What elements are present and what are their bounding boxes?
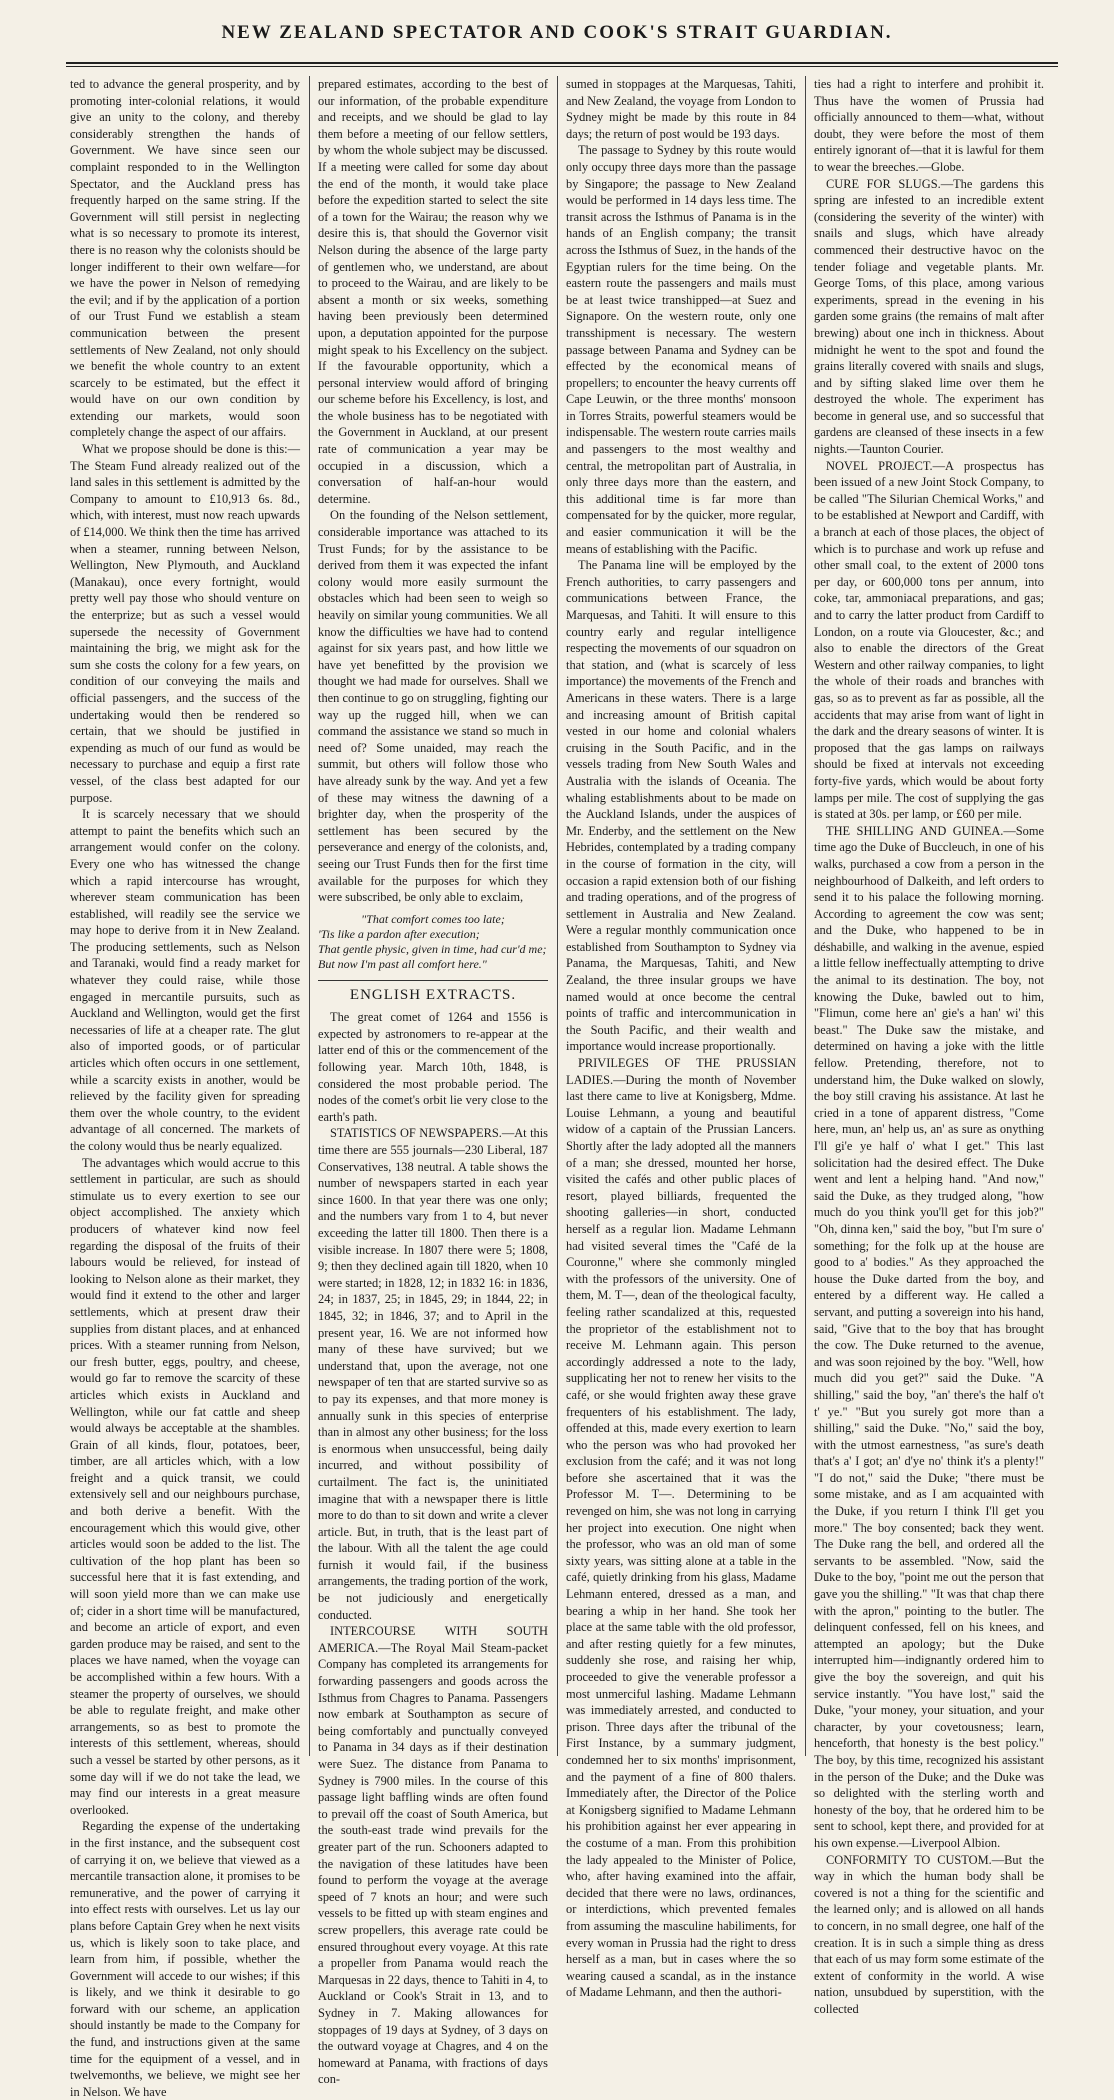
- paragraph: The great comet of 1264 and 1556 is expected by astronomers to re-appear at the latter end of this or the commencement of the following year. March 10th, 1848, is considered the most probable period. The nodes of the comet's orbit lie very close to the earth's path.: [318, 1010, 548, 1124]
- paragraph: Regarding the expense of the undertaking in the first instance, and the subsequent cost of carrying it on, we believe that viewed as a mercantile transaction alone, it promises to be remunerative, and the power of carrying it into effect rests with ourselves. Let us lay our plans before Captain Grey when he next visits us, which is likely soon to take place, and learn from him, if possible, whether the Government will accede to our wishes; if this is likely, and we think it desirable to go forward with our scheme, an application should instantly be made to the Company for the fund, and instructions given at the same time for the equipment of a vessel, and in twelvemonths, we believe, we might see her in Nelson. We have: [70, 1819, 300, 2099]
- column-1: [70, 76, 301, 2099]
- paragraph: INTERCOURSE WITH SOUTH AMERICA.—The Royal Mail Steam-packet Company has completed its arrangements for forwarding passengers and goods across the Isthmus from Chagres to Panama. Passengers now embark at Southampton as secure of being comfortably and punctually conveyed to Panama in 34 days as if their destination were Suez. The distance from Panama to Sydney is 7900 miles. In the course of this passage light baffling winds are often found to prevail off the coast of South America, but the south-east trade wind prevails for the greater part of the run. Schooners adapted to the navigation of these latitudes have been found to perform the voyage at the average speed of 7 knots an hour; and were such vessels to be fitted up with steam engines and screw propellers, this average rate could be ensured throughout every voyage. At this rate a propeller from Panama would reach the Marquesas in 22 days, thence to Tahiti in 4, to Auckland or Cook's Strait in 13, and to Sydney in 7. Making allowances for stoppages of 19 days at Sydney, of 3 days on the outward voyage at Chagres, and 4 on the homeward at Panama, with fractions of days con-: [318, 1624, 548, 2087]
- paragraph: It is scarcely necessary that we should attempt to paint the benefits which such an arrangement would confer on the colony. Every one who has witnessed the change which a rapid intercourse has wrought, wherever steam communication has been established, will readily see the service we may hope to derive from it in New Zealand. The producing settlements, such as Nelson and Taranaki, would find a ready market for whatever they could raise, while those engaged in mercantile pursuits, such as Auckland and Wellington, would get the first necessaries of life at a cheaper rate. The glut also of imported goods, or of particular articles which often occurs in one settlement, while a scarcity exists in another, would be relieved by the facility given for spreading them over the whole country, to the evident advantage of all concerned. The markets of the colony would thus be nearly equalized.: [70, 807, 300, 1153]
- masthead-title: NEW ZEALAND SPECTATOR AND COOK'S STRAIT GUARDIAN.: [221, 22, 893, 43]
- paragraph: The passage to Sydney by this route would only occupy three days more than the passage by Singapore; the passage to New Zealand would be performed in 14 days less time. The transit across the Isthmus of Panama is in the hands of an English company; the transit across the Isthmus of Suez, in the hands of the Egyptian rulers for the time being. On the eastern route the passengers and mails must be at least twice transhipped—at Suez and Signapore. On the western route, only one transshipment is necessary. The western passage between Panama and Sydney can be effected by the economical means of propellers; to encounter the heavy currents off Cape Leuwin, or the three months' monsoon in Torres Straits, powerful steamers would be indispensable. The western route carries mails and passengers to the most wealthy and central, the metropolitan part of Australia, in only three days more than the eastern, and this additional time is far more than compensated for by the quicker, more regular, and easier communication it will be the means of establishing with the Pacific.: [566, 143, 796, 556]
- paragraph: CONFORMITY TO CUSTOM.—But the way in which the human body shall be covered is not a thing for the scientific and the learned only; and is allowed on all hands to concern, in no small degree, one half of the creation. It is in such a simple thing as dress that each of us may form some estimate of the extent of conformity in the world. A wise nation, unsubdued by superstition, with the collected: [814, 1852, 1044, 2016]
- masthead-rule: [66, 62, 1058, 64]
- section-heading: ENGLISH EXTRACTS.: [318, 980, 548, 1004]
- paragraph: On the founding of the Nelson settlement, considerable importance was attached to its Trust Funds; for by the assistance to be derived from them it was expected the infant colony would more easily surmount the obstacles which had been seen to weigh so heavily on similar young communities. We all know the difficulties we have had to contend against for six years past, and how little we have yet benefitted by the provision we thought we had made for ourselves. Shall we then continue to go on struggling, fighting our way up the rugged hill, when we can command the assistance we stand so much in need of? Some unaided, may reach the summit, but others will follow those who have already sunk by the way. And yet a few of these may witness the dawning of a brighter day, when the prosperity of the settlement has been secured by the perseverance and energy of the colonists, and, seeing our Trust Funds then for the first time available for the purposes for which they were subscribed, be only able to exclaim,: [318, 508, 548, 905]
- column-4: [814, 76, 1044, 2016]
- column-divider: [805, 76, 806, 1756]
- verse-line: 'Tis like a pardon after execution;: [318, 926, 480, 941]
- column-2: [318, 76, 548, 2087]
- paragraph: PRIVILEGES OF THE PRUSSIAN LADIES.—During the month of November last there came to live at Konigsberg, Mdme. Louise Lehmann, a young and beautiful widow of a captain of the Prussian Lancers. Shortly after the lady adopted all the manners of a man; she dressed, mounted her horse, visited the cafés and other public places of resort, played billiards, frequented the shooting galleries—in short, conducted herself as a regular lion. Madame Lehmann had visited several times the "Café de la Couronne," where she commonly mingled with the professors of the university. One of them, M. T—, dean of the theological faculty, feeling rather scandalized at this, requested the proprietor of the establishment not to receive M. Lehmann again. This person accordingly addressed a note to the lady, supplicating her not to renew her visits to the café, or she would frighten away these grave frequenters of his establishment. The lady, offended at this, made every exertion to learn who the person was who had provoked her exclusion from the café; and it was not long before she ascertained that it was the Professor M. T—. Determining to be revenged on him, she was not long in carrying her project into execution. One night when the professor, who was an old man of some sixty years, was sitting alone at a table in the café, quietly drinking from his glass, Madame Lehmann entered, dressed as a man, and bearing a whip in her hand. She took her place at the same table with the old professor, and after resting quietly for a few minutes, suddenly she rose, and raising her whip, proceeded to give the venerable professor a most unmerciful lashing. Madame Lehmann was immediately arrested, and conducted to prison. Three days after the tribunal of the First Instance, by a summary judgment, condemned her to six months' imprisonment, and the payment of a fine of 800 thalers. Immediately after, the Director of the Police at Konigsberg signified to Madame Lehmann his prohibition against her ever appearing in the costume of a man. From this prohibition the lady appealed to the Minister of Police, who, after having examined into the affair, decided that there were no laws, ordinances, or interdictions, which prevented females from assuming the masculine habiliments, for every woman in Prussia had the right to dress herself as a man, but in cases where the so wearing caused a scandal, as in the instance of Madame Lehmann, and then the authori-: [566, 1056, 796, 2000]
- paragraph: THE SHILLING AND GUINEA.—Some time ago the Duke of Buccleuch, in one of his walks, purchased a cow from a person in the neighbourhood of Dalkeith, and left orders to send it to his palace the following morning. According to agreement the cow was sent; and the Duke, who happened to be in déshabille, and walking in the avenue, espied a little fellow ineffectually attempting to drive the animal to its destination. The boy, not knowing the Duke, bawled out to him, "Flimun, come here an' gie's a han' wi' this beast." The Duke saw the mistake, and determined on having a joke with the little fellow. Pretending, therefore, not to understand him, the Duke walked on slowly, the boy still craving his assistance. At last he cried in a tone of apparent distress, "Come here, mun, an' help us, an' as sure as onything I'll gi'e ye half o' what I get." This last solicitation had the desired effect. The Duke went and lent a helping hand. "And now," said the Duke, as they trudged along, "how much do you think you'll get for this job?" "Oh, dinna ken," said the boy, "but I'm sure o' something; for the folk up at the house are good to a' bodies." As they approached the house the Duke darted from the boy, and entered by a different way. He called a servant, and putting a sovereign into his hand, said, "Give that to the boy that has brought the cow. The Duke returned to the avenue, and was soon rejoined by the boy. "Well, how much did you get?" said the Duke. "A shilling," said the boy, "an' there's the half o't t' ye." "But you surely got more than a shilling," said the Duke. "No," said the boy, with the utmost earnestness, "as sure's death that's a' I got; an' d'ye no' think it's a plenty!" "I do not," said the Duke; "there must be some mistake, and as I am acquainted with the Duke, if you return I think I'll get you more." The boy consented; back they went. The Duke rang the bell, and ordered all the servants to be assembled. "Now, said the Duke to the boy, "point me out the person that gave you the shilling." "It was that chap there with the apron," pointing to the butler. The delinquent confessed, fell on his knees, and attempted an apology; but the Duke interrupted him—indignantly ordered him to give the boy the sovereign, and quit his service instantly. "You have lost," said the Duke, "your money, your situation, and your character, by your covetousness; learn, henceforth, that honesty is the best policy." The boy, by this time, recognized his assistant in the person of the Duke; and the Duke was so delighted with the sterling worth and honesty of the boy, that he ordered him to be sent to school, kept there, and provided for at his own expense.—Liverpool Albion.: [814, 823, 1044, 1850]
- paragraph: STATISTICS OF NEWSPAPERS.—At this time there are 555 journals—230 Liberal, 187 Conservatives, 138 neutral. A table shows the number of newspapers started in each year since 1600. In that year there was one only; and the numbers vary from 1 to 4, but never exceeding the latter till 1800. Then there is a visible increase. In 1807 there were 5; 1808, 9; then they declined again till 1820, when 10 were started; in 1828, 12; in 1832 16: in 1836, 24; in 1837, 25; in 1845, 29; in 1844, 22; in 1845, 32; in 1846, 37; and to April in the present year, 16. We are not informed how many of these have survived; but we understand that, upon the average, not one newspaper of ten that are started survive so as to pay its expenses, and that more money is annually sunk in this species of enterprise than in almost any other business; for the loss is enormous when unsuccessful, being daily incurred, and without possibility of curtailment. The fact is, the uninitiated imagine that with a newspaper there is little more to do than to sit down and write a clever article. But, in truth, that is the least part of the labour. With all the talent the age could furnish it would fail, if the business arrangements, the trading portion of the work, be not judiciously and energetically conducted.: [318, 1126, 548, 1622]
- verse-line: That gentle physic, given in time, had cur'd me;: [318, 941, 547, 956]
- masthead-rule-thin: [66, 66, 1058, 67]
- column-divider: [557, 76, 558, 1756]
- paragraph: prepared estimates, according to the best of our information, of the probable expenditure and receipts, and we should be glad to lay them before a meeting of our fellow settlers, by whom the whole subject may be discussed. If a meeting were called for some day about the end of the month, it would take place before the expedition started to select the site of a town for the Wairau; the reason why we desire this is, that should the Governor visit Nelson during the absence of the large party of gentlemen who, we understand, are about to proceed to the Wairau, and are likely to be absent a month or six weeks, something having been previously been determined upon, a deputation appointed for the purpose might speak to his Excellency on the subject. If the favourable opportunity, which a personal interview would afford of bringing our scheme before his Excellency, is lost, and the whole business has to be negotiated with the Government in Auckland, at our present rate of communication a year may be occupied in a discussion, which a conversation of half-an-hour would determine.: [318, 77, 548, 506]
- paragraph: CURE FOR SLUGS.—The gardens this spring are infested to an incredible extent (considering the severity of the winter) with snails and slugs, which have already commenced their destructive havoc on the tender foliage and vegetable plants. Mr. George Toms, of this place, among various experiments, spread in the evening in his garden some grains (the remains of malt after brewing) about one inch in thickness. About midnight he went to the spot and found the grains literally covered with snails and slugs, and by sifting slaked lime over them he destroyed the whole. The experiment has become in general use, and so successful that gardens are cleansed of these insects in a few nights.—Taunton Courier.: [814, 176, 1044, 457]
- column-divider: [309, 76, 310, 1756]
- quoted-verse: [318, 912, 548, 972]
- paragraph: NOVEL PROJECT.—A prospectus has been issued of a new Joint Stock Company, to be called "The Silurian Chemical Works," and to be established at Newport and Cardiff, with a branch at each of those places, the object of which is to purchase and work up refuse and other small coal, to the extent of 2000 tons per day, or 600,000 tons per annum, into coke, tar, ammoniacal preparations, and gas; and to carry the latter product from Cardiff to London, on a route via Gloucester, &c.; and also to enable the directors of the Great Western and other railway companies, to light the whole of their roads and branches with gas, so as to prevent as far as possible, all the accidents that may arise from want of light in the dark and the dreary seasons of winter. It is proposed that the gas lamps on railways should be fixed at intervals not exceeding forty-five yards, which would be about forty lamps per mile. The cost of supplying the gas is stated at 30s. per lamp, or £60 per mile.: [814, 458, 1044, 822]
- paragraph: What we propose should be done is this:—The Steam Fund already realized out of the land sales in this settlement is admitted by the Company to amount to £10,913 6s. 8d., which, with interest, must now reach upwards of £14,000. We think then the time has arrived when a steamer, running between Nelson, Wellington, New Plymouth, and Auckland (Manakau), once every fortnight, would pretty well pay those who should venture on the enterprize; but as such a vessel would supersede the necessity of Government maintaining the brig, we might ask for the sum she costs the colony for a few years, on condition of our conveying the mails and official passengers, and the success of the undertaking would then be rendered so certain, that we should be justified in expending as much of our fund as would be necessary to purchase and equip a first rate vessel, of the class best adapted for our purpose.: [70, 442, 301, 805]
- column-3: [566, 76, 796, 2000]
- verse-line: But now I'm past all comfort here.": [318, 956, 487, 971]
- paragraph: The advantages which would accrue to this settlement in particular, are such as should stimulate us to every exertion to see our object accomplished. The anxiety which producers of whatever kind now feel regarding the disposal of the fruits of their labours would be relieved, for instead of looking to Nelson alone as their market, they would find it extend to the other and larger settlements, which at present draw their supplies from distant places, and at enhanced prices. With a steamer running from Nelson, our fresh butter, eggs, poultry, and cheese, would go far to remove the scarcity of these articles which exists in Auckland and Wellington, while our fat cattle and sheep would always be acceptable at the shambles. Grain of all kinds, flour, potatoes, beer, timber, are all articles which, with a low freight and a quick transit, we could extensively sell and our neighbours purchase, and both derive a benefit. With the encouragement which this would give, other articles would soon be added to the list. The cultivation of the hop plant has been so successful here that it is fast extending, and will soon yield more than we can make use of; cider in a short time will be manufactured, and become an article of export, and even garden produce may be raised, and sent to the places we have named, when the voyage can be accomplished within a few hours. With a steamer the property of ourselves, we should be able to regulate freight, and make other arrangements, so as best to promote the interests of this settlement, whereas, should such a vessel be started by other persons, as it some day will if we do not take the lead, we may find our interests in a great measure overlooked.: [70, 1155, 300, 1817]
- paragraph: ted to advance the general prosperity, and by promoting inter-colonial relations, it would give an unity to the colony, and thereby considerably strengthen the hands of Government. We have since seen our complaint responded to in the Wellington Spectator, and the Auckland press has frequently harped on the same string. If the Government will still persist in neglecting what is so necessary to promote its interest, there is no reason why the colonists should be longer indifferent to their own welfare—for we have the power in Nelson of remedying the evil; and if by the application of a portion of our Trust Fund we establish a steam communication between the present settlements of New Zealand, not only should we benefit the whole country to an extent scarcely to be estimated, but the effect it would have on our own condition by extending our markets, would soon completely change the aspect of our affairs.: [70, 77, 300, 440]
- paragraph: ties had a right to interfere and prohibit it. Thus have the women of Prussia had officially announced to them—what, without doubt, they were before the most of them entirely ignorant of—that it is lawful for them to wear the breeches.—Globe.: [814, 77, 1044, 174]
- verse-line: "That comfort comes too late;: [361, 911, 505, 926]
- paragraph: sumed in stoppages at the Marquesas, Tahiti, and New Zealand, the voyage from London to Sydney might be made by this route in 84 days; the return of post would be 193 days.: [566, 77, 796, 141]
- paragraph: The Panama line will be employed by the French authorities, to carry passengers and communications between France, the Marquesas, and Tahiti. It will ensure to this country early and regular intelligence respecting the movements of our squadron on that station, and (what is scarcely of less importance) the movements of the French and Americans in these waters. There is a large and increasing amount of British capital vested in our home and colonial whalers cruising in the South Pacific, and in the vessels trading from New South Wales and Australia with the islands of Oceania. The whaling establishments about to be made on the Auckland Islands, under the auspices of Mr. Enderby, and the settlement on the New Hebrides, contemplated by a trading company in the course of formation in the city, will occasion a rapid extension both of our fishing and trading operations, and of the progress of settlement in Australia and New Zealand. Were a regular monthly communication once established from Southampton to Sydney via Panama, the Marquesas, Tahiti, and New Zealand, the three insular groups we have named would at once become the central points of traffic and intercommunication in the South Pacific, and their wealth and importance would increase proportionally.: [566, 558, 796, 1054]
